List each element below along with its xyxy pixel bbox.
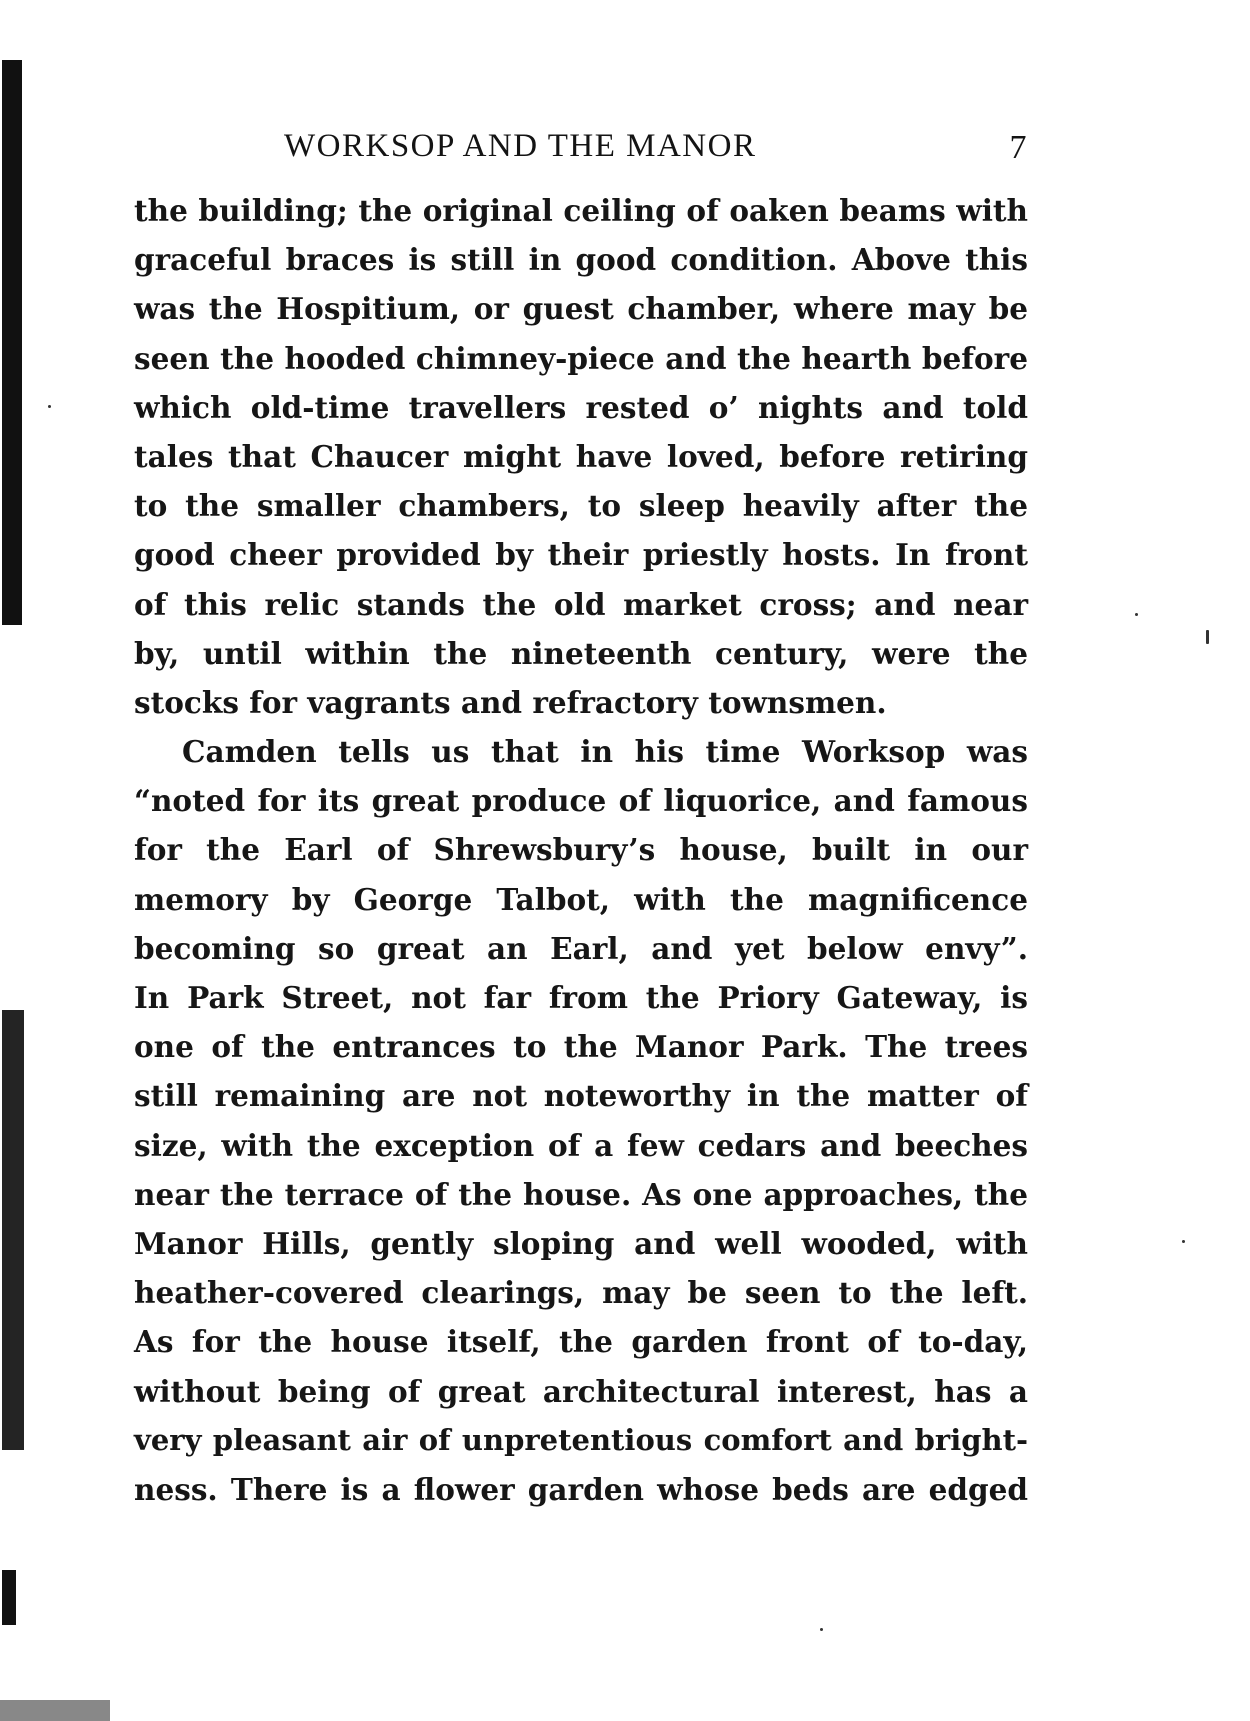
- scan-speck: [1206, 630, 1209, 644]
- text-line: was the Hospitium, or guest chamber, where may be: [134, 291, 1028, 327]
- text-line: good cheer provided by their priestly hosts. In front: [134, 537, 1028, 573]
- text-line: graceful braces is still in good condition. Above this: [134, 242, 1028, 278]
- text-line: still remaining are not noteworthy in the matter of: [134, 1078, 1028, 1114]
- text-line: Camden tells us that in his time Worksop was: [182, 734, 1028, 770]
- page-number: 7: [1009, 129, 1028, 166]
- body-text: [134, 186, 1028, 1514]
- text-line: Manor Hills, gently sloping and well wooded, with: [134, 1225, 1028, 1261]
- text-line: without being of great architectural interest, has a: [134, 1373, 1028, 1409]
- text-line: very pleasant air of unpretentious comfort and bright-: [134, 1422, 1028, 1457]
- scan-speck: [1135, 613, 1138, 616]
- scan-edge-shadow: [0, 1700, 110, 1721]
- text-line: In Park Street, not far from the Priory Gateway, is: [134, 980, 1028, 1015]
- scan-speck: [48, 405, 51, 408]
- text-line: heather-covered clearings, may be seen to the left.: [134, 1275, 1028, 1311]
- text-line: for the Earl of Shrewsbury’s house, built in our: [134, 832, 1028, 868]
- text-line: near the terrace of the house. As one approaches, the: [134, 1176, 1028, 1212]
- scan-edge-shadow: [2, 1570, 16, 1625]
- text-line: of this relic stands the old market cross; and near: [134, 586, 1028, 622]
- text-line: As for the house itself, the garden front of to-day,: [134, 1324, 1028, 1360]
- text-line: the building; the original ceiling of oaken beams with: [134, 193, 1028, 228]
- text-line: size, with the exception of a few cedars and beeches: [134, 1127, 1028, 1163]
- text-line: which old-time travellers rested o’ nights and told: [134, 389, 1028, 425]
- scan-edge-shadow: [2, 60, 22, 625]
- text-line: stocks for vagrants and refractory townsmen.: [134, 684, 887, 720]
- running-head: [134, 124, 1028, 168]
- text-line: one of the entrances to the Manor Park. The trees: [134, 1029, 1028, 1065]
- text-line: “noted for its great produce of liquorice, and famous: [134, 783, 1028, 819]
- text-line: memory by George Talbot, with the magnificence: [134, 881, 1028, 917]
- running-title: WORKSOP AND THE MANOR: [284, 128, 757, 164]
- text-line: seen the hooded chimney-piece and the hearth before: [134, 340, 1028, 376]
- text-line: to the smaller chambers, to sleep heavily after the: [134, 488, 1028, 524]
- text-line: tales that Chaucer might have loved, before retiring: [134, 438, 1028, 474]
- scan-edge-shadow: [2, 1010, 24, 1450]
- scan-speck: [820, 1628, 823, 1631]
- scan-speck: [1182, 1240, 1185, 1243]
- text-line: becoming so great an Earl, and yet below envy”.: [134, 930, 1028, 966]
- text-line: by, until within the nineteenth century, were the: [134, 635, 1028, 671]
- text-line: ness. There is a flower garden whose beds are edged: [134, 1471, 1028, 1507]
